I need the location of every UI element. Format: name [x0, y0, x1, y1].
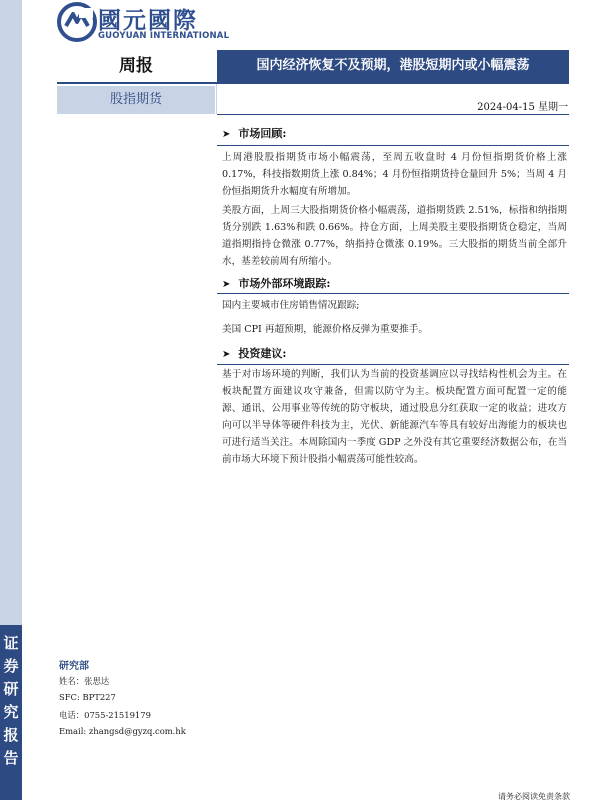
analyst-name: 姓名：张思达: [59, 676, 110, 686]
section-divider: [217, 364, 569, 365]
arrow-icon: ➤: [222, 349, 231, 360]
company-logo: [57, 2, 230, 42]
paragraph: 国内主要城市住房销售情况跟踪;: [222, 300, 360, 311]
side-char: 告: [3, 749, 19, 767]
analyst-sfc: SFC: BPT227: [59, 692, 116, 702]
report-header: [57, 50, 569, 82]
paragraph: 基于对市场环境的判断，我们认为当前的投资基调应以寻找结构性机会为主。在板块配置方面建议攻守兼备，但需以防守为主。板块配置方面可配置一定的能源、通讯、公用事业等传统的防守板块，通过股息分红获取一定的收益；进攻方向可以半导体等硬件科技为主，光伏、新能源汽车等具有较好出海能力的板块也可进行适当关注。本周除国内一季度 GDP 之外没有其它重要经济数据公布，在当前市场大环境下预计股指小幅震荡可能性较高。: [222, 369, 567, 465]
analyst-phone: 电话：0755-21519179: [59, 710, 151, 720]
section-title-text: 市场外部环境跟踪:: [238, 277, 331, 290]
header-divider: [57, 82, 569, 84]
logo-mark-icon: [57, 2, 97, 42]
side-label: [1, 632, 21, 770]
section-title-investment-advice: [222, 345, 286, 361]
report-headline: 国内经济恢复不及预期，港股短期内或小幅震荡: [217, 50, 569, 82]
footer-disclaimer: 请务必阅读免责条款: [498, 792, 570, 800]
arrow-icon: ➤: [222, 279, 231, 290]
research-dept: 研究部: [59, 661, 89, 672]
side-char: 券: [3, 657, 19, 675]
side-char: 究: [3, 703, 19, 721]
section-title-text: 市场回顾:: [238, 127, 287, 140]
section-title-market-review: [222, 125, 286, 141]
arrow-icon: ➤: [222, 129, 231, 140]
report-category: 股指期货: [57, 86, 215, 114]
date-divider: [217, 114, 569, 115]
side-char: 研: [3, 680, 19, 698]
section-title-text: 投资建议:: [238, 347, 287, 360]
section-divider: [217, 145, 569, 146]
category-divider: [216, 84, 217, 114]
paragraph: 上周港股股指期货市场小幅震荡，至周五收盘时 4 月份恒指期货价格上涨 0.17%，科技指数期货上涨 0.84%；4 月份恒指期货持仓量回升 5%；当周 4 月份恒指期货升水幅度有所增加。: [222, 152, 567, 197]
report-date: 2024-04-15 星期一: [477, 102, 568, 113]
section-divider: [217, 293, 569, 294]
logo-name-cn: 國元國際: [98, 7, 198, 34]
analyst-email[interactable]: Email: zhangsd@gyzq.com.hk: [59, 726, 186, 736]
paragraph: 美国 CPI 再超预期，能源价格反弹为重要推手。: [222, 324, 428, 335]
logo-name-en: GUOYUAN INTERNATIONAL: [98, 31, 230, 41]
side-char: 证: [3, 634, 19, 652]
report-type: 周报: [119, 56, 153, 76]
paragraph: 美股方面，上周三大股指期货价格小幅震荡，道指期货跌 2.51%，标指和纳指期货分别跌 1.63%和跌 0.66%。持仓方面，上周美股主要股指期货仓稳定，当周道指期指持仓微涨 0.77%，纳指持仓微涨 0.19%。三大股指的期货当前全部升水，基差较前周有所缩小。: [222, 205, 567, 267]
side-char: 报: [3, 726, 19, 744]
section-title-external-environment: [222, 275, 330, 291]
